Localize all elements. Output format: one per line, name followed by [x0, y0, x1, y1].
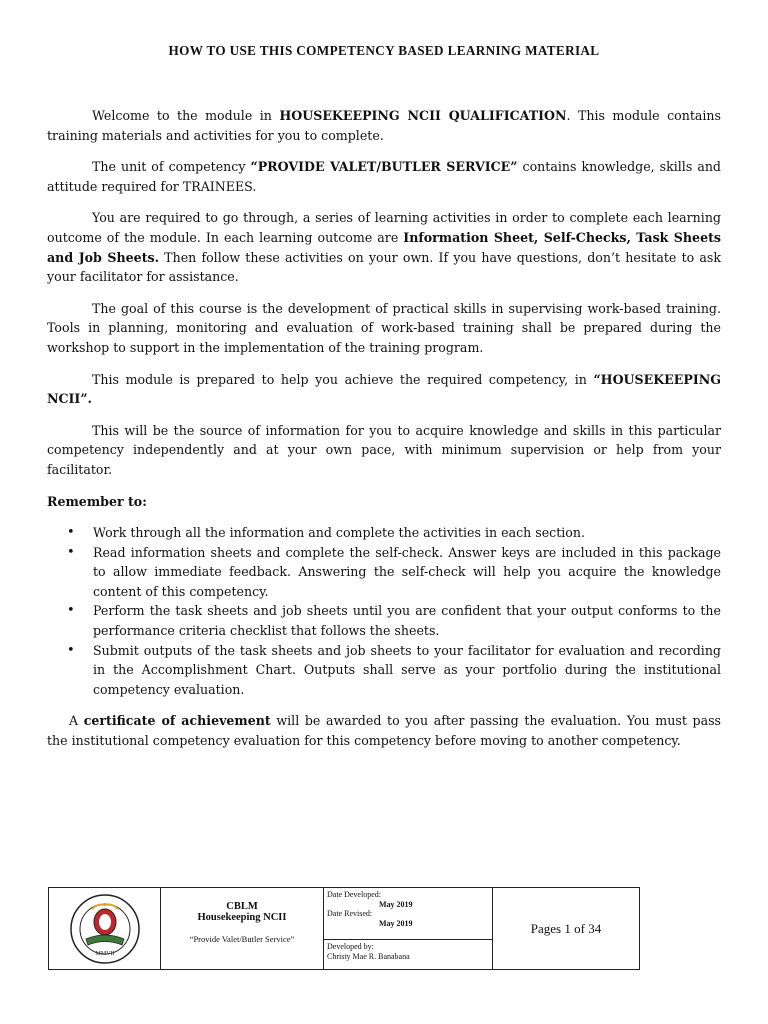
bullet-icon: •: [67, 642, 75, 658]
school-seal-icon: [66, 891, 144, 967]
bullet-icon: •: [67, 525, 75, 541]
list-item: [47, 601, 721, 640]
date-developed-value: May 2019: [379, 899, 413, 909]
footer-author: [324, 940, 492, 961]
certificate-paragraph: [47, 711, 721, 750]
text-span: A: [69, 713, 84, 729]
goal-paragraph: The goal of this course is the development of practical skills in supervising work-based training. Tools in planning, monitoring and evaluation of work-based training shall be prepared during the workshop to support in the implementation of the training program.: [47, 300, 721, 355]
footer-dates: [324, 888, 492, 940]
page-footer: [48, 887, 640, 970]
school-logo: [49, 888, 161, 969]
welcome-paragraph: [47, 106, 721, 145]
page-title: HOW TO USE THIS COMPETENCY BASED LEARNING MATERIAL: [168, 43, 600, 58]
bold-span: “PROVIDE VALET/BUTLER SERVICE”: [250, 159, 518, 175]
date-developed-label: Date Developed:: [327, 890, 381, 899]
text-span: . This module contains training materials and activities for you to complete.: [47, 108, 721, 143]
list-item: [47, 641, 721, 700]
date-revised-value: May 2019: [379, 918, 413, 928]
list-item: [47, 543, 721, 602]
page-number: Pages 1 of 34: [530, 920, 602, 936]
module-paragraph: [47, 370, 721, 409]
text-span: Then follow these activities on your own. If you have questions, don’t hesitate to ask your facilitator for assistance.: [47, 249, 722, 285]
activities-paragraph: [47, 208, 721, 286]
list-item-text: Read information sheets and complete the self-check. Answer keys are included in this package to allow immediate feedback. Answering the self-check will help you acquire the knowledge content of this competency.: [93, 544, 721, 599]
bold-span: HOUSEKEEPING NCII QUALIFICATION: [279, 108, 567, 123]
bold-span: “HOUSEKEEPING NCII”.: [47, 371, 721, 407]
unit-label: “Provide Valet/Butler Service”: [189, 934, 295, 944]
footer-module-cell: [161, 888, 324, 969]
remember-heading: Remember to:: [47, 493, 147, 509]
bullet-icon: •: [67, 603, 75, 619]
list-item-text: Submit outputs of the task sheets and job sheets to your facilitator for evaluation and recording in the Accomplishment Chart. Outputs shall serve as your portfolio during the institutional competency evaluation.: [93, 642, 721, 697]
developed-by-value: Christy Mae R. Banabana: [327, 951, 410, 961]
text-span: The unit of competency: [92, 159, 251, 175]
bold-span: Information Sheet, Self-Checks, Task Sheets and Job Sheets.: [47, 229, 721, 265]
cblm-label: CBLM: [226, 901, 258, 912]
document-body: [47, 106, 721, 763]
seal-text: MMVII: [95, 950, 114, 957]
list-item-text: Work through all the information and complete the activities in each section.: [93, 525, 585, 541]
bullet-icon: •: [67, 544, 75, 560]
list-item: [47, 523, 721, 543]
text-span: This module is prepared to help you achieve the required competency, in: [92, 371, 594, 387]
remember-list: [47, 523, 721, 699]
qualification-label: Housekeeping NCII: [197, 912, 287, 923]
text-span: contains knowledge, skills and attitude required for TRAINEES.: [47, 159, 721, 194]
unit-paragraph: [47, 157, 721, 196]
text-span: will be awarded to you after passing the evaluation. You must pass the institutional competency evaluation for this competency before moving to another competency.: [47, 713, 721, 749]
developed-by-label: Developed by:: [327, 942, 374, 951]
source-paragraph: This will be the source of information for you to acquire knowledge and skills in this particular competency independently and at your own pace, with minimum supervision or help from your facilitator.: [47, 422, 721, 477]
date-revised-label: Date Revised:: [327, 909, 373, 919]
bold-span: certificate of achievement: [83, 713, 271, 729]
text-span: Welcome to the module in: [92, 108, 280, 123]
footer-dates-cell: [324, 888, 493, 969]
text-span: You are required to go through, a series of learning activities in order to complete each learning outcome of the module. In each learning outcome are: [47, 210, 721, 245]
list-item-text: Perform the task sheets and job sheets until you are confident that your output conforms to the performance criteria checklist that follows the sheets.: [93, 603, 721, 639]
